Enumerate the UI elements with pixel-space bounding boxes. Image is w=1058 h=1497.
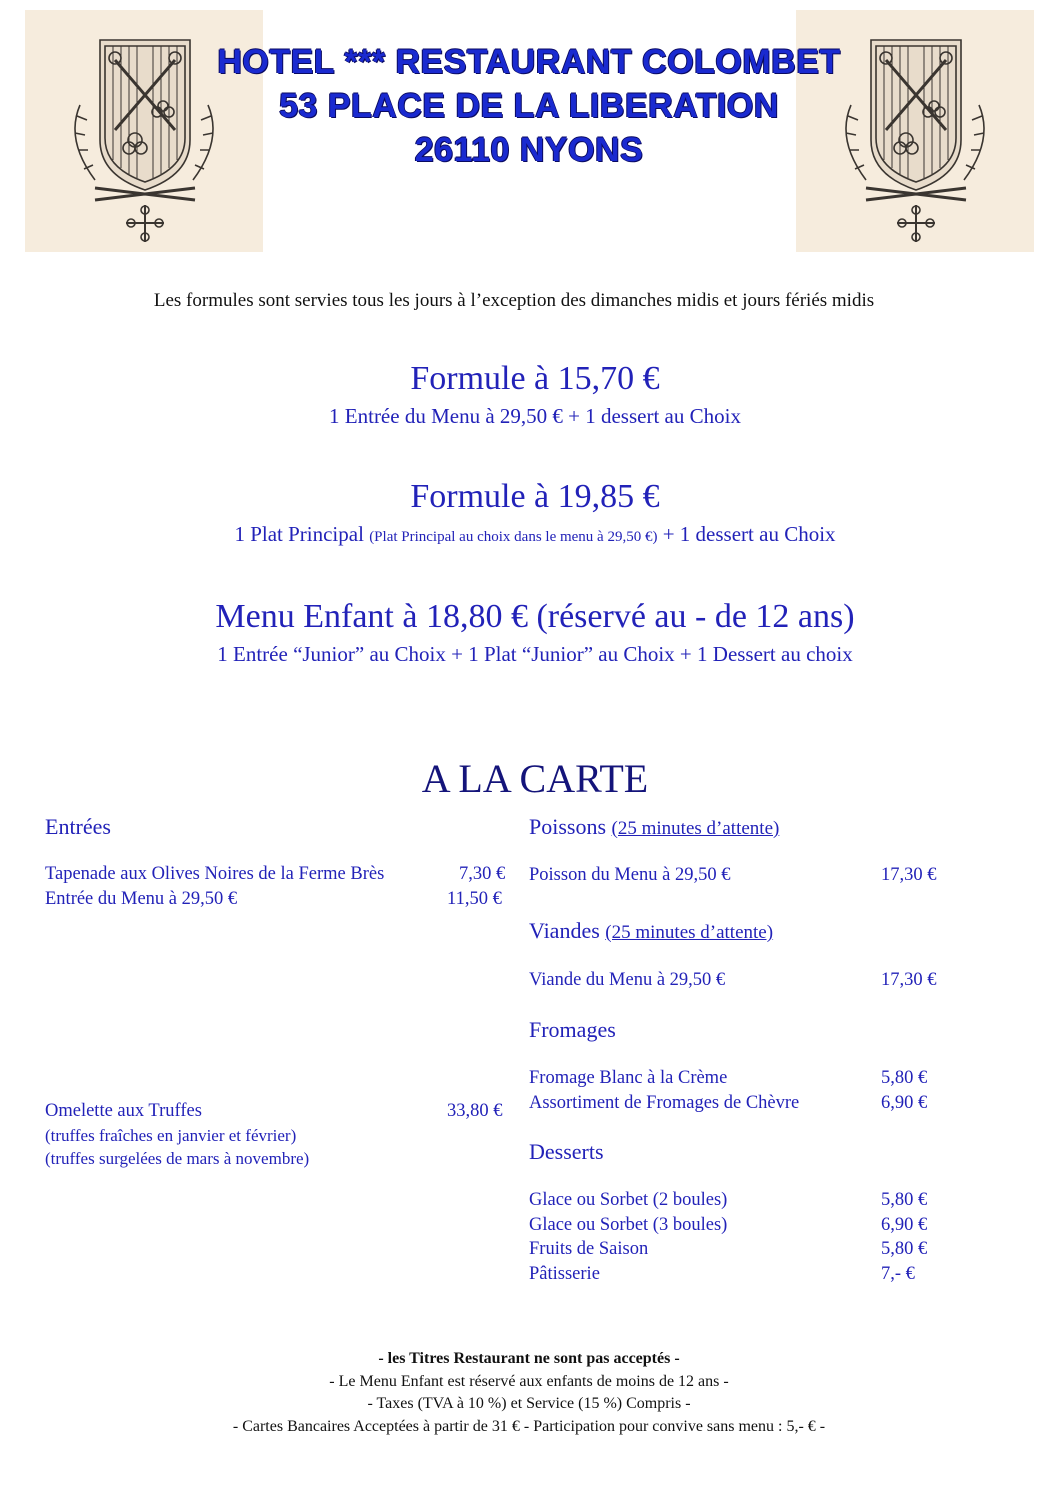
menu-enfant-desc: 1 Entrée “Junior” au Choix + 1 Plat “Junior” au Choix + 1 Dessert au choix bbox=[217, 642, 853, 666]
menu-item-name: Viande du Menu à 29,50 € bbox=[529, 970, 726, 990]
formule-2-title: Formule à 19,85 € bbox=[410, 478, 660, 515]
formule-2-desc-dessert: + 1 dessert au Choix bbox=[662, 522, 836, 546]
menu-item-price: 7,- € bbox=[881, 1264, 915, 1284]
menu-item-price: 6,90 € bbox=[881, 1093, 928, 1113]
fromages-heading: Fromages bbox=[529, 1017, 616, 1042]
menu-item-name: Tapenade aux Olives Noires de la Ferme Brès bbox=[45, 864, 385, 884]
formule-2-desc-note: (Plat Principal au choix dans le menu à 29,50 €) bbox=[369, 529, 658, 545]
poissons-heading bbox=[529, 814, 779, 840]
menu-item-name: Assortiment de Fromages de Chèvre bbox=[529, 1093, 800, 1113]
omelette-note: (truffes surgelées de mars à novembre) bbox=[45, 1149, 310, 1168]
desserts-heading: Desserts bbox=[529, 1139, 604, 1164]
menu-item-price: 17,30 € bbox=[881, 865, 937, 885]
hotel-city: 26110 NYONS bbox=[414, 131, 644, 169]
formule-1-title: Formule à 15,70 € bbox=[410, 360, 660, 397]
menu-item-price: 6,90 € bbox=[881, 1215, 928, 1235]
footer-line: - les Titres Restaurant ne sont pas acceptés - bbox=[378, 1350, 680, 1367]
menu-item-price: 33,80 € bbox=[447, 1101, 503, 1121]
omelette-note: (truffes fraîches en janvier et février) bbox=[45, 1126, 297, 1145]
formule-2-desc-main: 1 Plat Principal bbox=[234, 522, 364, 546]
menu-enfant-title: Menu Enfant à 18,80 € (réservé au - de 12 ans) bbox=[215, 598, 855, 635]
footer-line: - Le Menu Enfant est réservé aux enfants de moins de 12 ans - bbox=[329, 1372, 729, 1390]
footer-notes bbox=[0, 1348, 1058, 1438]
formule-2-desc bbox=[0, 522, 1058, 547]
menu-item-name: Poisson du Menu à 29,50 € bbox=[529, 865, 731, 885]
formule-1-desc: 1 Entrée du Menu à 29,50 € + 1 dessert au Choix bbox=[329, 404, 741, 428]
footer-line: - Cartes Bancaires Acceptées à partir de 31 € - Participation pour convive sans menu : 5,- € - bbox=[232, 1417, 826, 1435]
hotel-name: HOTEL *** RESTAURANT COLOMBET bbox=[217, 43, 841, 81]
menu-item-name: Glace ou Sorbet (3 boules) bbox=[529, 1215, 728, 1235]
formules-notice: Les formules sont servies tous les jours à l’exception des dimanches midis et jours fériés midis bbox=[153, 290, 875, 311]
menu-item-name: Omelette aux Truffes bbox=[45, 1101, 202, 1121]
menu-item-name: Pâtisserie bbox=[529, 1264, 600, 1284]
menu-item-name: Glace ou Sorbet (2 boules) bbox=[529, 1190, 728, 1210]
poissons-wait: (25 minutes d’attente) bbox=[611, 818, 780, 839]
viandes-wait: (25 minutes d’attente) bbox=[605, 922, 774, 943]
poissons-heading-label: Poissons bbox=[529, 814, 607, 839]
entrees-heading: Entrées bbox=[45, 814, 111, 839]
hotel-address: 53 PLACE DE LA LIBERATION bbox=[279, 87, 779, 125]
menu-item-price: 11,50 € bbox=[447, 889, 502, 909]
menu-item-price: 5,80 € bbox=[881, 1190, 928, 1210]
viandes-heading bbox=[529, 918, 773, 944]
footer-line: - Taxes (TVA à 10 %) et Service (15 %) Compris - bbox=[367, 1395, 691, 1412]
menu-item-name: Fruits de Saison bbox=[529, 1239, 649, 1259]
menu-item-price: 5,80 € bbox=[881, 1068, 928, 1088]
menu-item-price: 5,80 € bbox=[881, 1239, 928, 1259]
carte-title: A LA CARTE bbox=[421, 756, 649, 801]
viandes-heading-label: Viandes bbox=[529, 918, 600, 943]
menu-item-name: Fromage Blanc à la Crème bbox=[529, 1068, 728, 1088]
menu-item-name: Entrée du Menu à 29,50 € bbox=[45, 889, 238, 909]
menu-item-price: 7,30 € bbox=[459, 864, 506, 884]
menu-item-price: 17,30 € bbox=[881, 970, 937, 990]
